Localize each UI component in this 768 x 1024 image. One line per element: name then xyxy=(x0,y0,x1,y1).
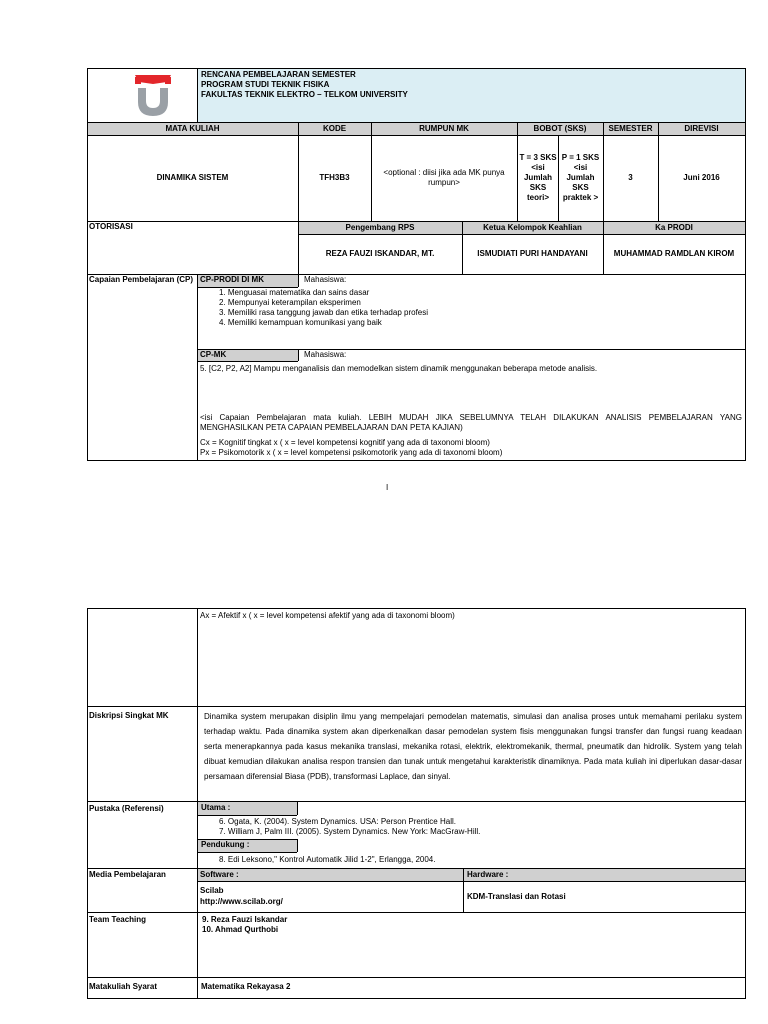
table-border xyxy=(371,122,372,221)
hardware-value: KDM-Translasi dan Rotasi xyxy=(467,892,566,901)
syarat-value: Matematika Rekayasa 2 xyxy=(201,982,291,991)
ketua-kk-name: ISMUDIATI PURI HANDAYANI xyxy=(477,249,588,258)
team-list xyxy=(202,915,722,935)
table-border xyxy=(87,135,745,136)
software-scilab: Scilab xyxy=(200,886,224,895)
table-border xyxy=(197,815,297,816)
table-border xyxy=(87,977,745,978)
table-border xyxy=(197,361,298,362)
deskripsi-label: Diskripsi Singkat MK xyxy=(89,711,169,720)
list-item: 6. Ogata, K. (2004). System Dynamics. USA: Person Prentice Hall. xyxy=(219,817,456,826)
table-border xyxy=(197,349,745,350)
cp-ax: Ax = Afektif x ( x = level kompetensi afektif yang ada di taxonomi bloom) xyxy=(200,611,455,620)
pendukung-label: Pendukung : xyxy=(201,840,250,849)
table-border xyxy=(298,349,299,361)
table-border xyxy=(87,706,745,707)
table-border xyxy=(603,122,604,274)
cp-mk-mahasiswa: Mahasiswa: xyxy=(304,350,347,359)
table-border xyxy=(297,801,298,815)
col-kode: KODE xyxy=(322,123,347,133)
cp-prodi-list xyxy=(219,288,739,328)
table-border xyxy=(297,839,298,852)
cp-label: Capaian Pembelajaran (CP) xyxy=(89,275,194,284)
table-border xyxy=(87,998,745,999)
software-url: http://www.scilab.org/ xyxy=(200,897,283,906)
pustaka-label: Pustaka (Referensi) xyxy=(89,804,164,813)
table-border xyxy=(87,221,745,222)
header-line-rps: RENCANA PEMBELAJARAN SEMESTER xyxy=(201,70,356,79)
list-item: 8. Edi Leksono," Kontrol Automatik Jilid 1-2", Erlangga, 2004. xyxy=(219,855,436,864)
header-title xyxy=(201,70,741,100)
course-semester: 3 xyxy=(628,173,633,182)
list-item: 3. Memiliki rasa tanggung jawab dan etika terhadap profesi xyxy=(219,308,429,317)
table-border xyxy=(462,221,463,274)
kaprodi-name: MUHAMMAD RAMDLAN KIROM xyxy=(613,249,735,258)
cp-px: Px = Psikomotorik x ( x = level kompetensi psikomotorik yang ada di taxonomi bloom) xyxy=(200,448,503,457)
course-rumpun: <optional : diisi jika ada MK punya rumpun> xyxy=(383,168,505,187)
cp-cx: Cx = Kognitif tingkat x ( x = level kompetensi kognitif yang ada di taxonomi bloom) xyxy=(200,438,490,447)
course-name: DINAMIKA SISTEM xyxy=(156,173,229,182)
table-border xyxy=(87,122,745,123)
cp-mk-label: CP-MK xyxy=(200,350,227,359)
table-border xyxy=(197,608,198,999)
list-item: 4. Memiliki kemampuan komunikasi yang baik xyxy=(219,318,382,327)
table-border xyxy=(517,122,518,221)
table-border xyxy=(197,68,198,122)
list-item: 7. William J, Palm III. (2005). System Dynamics. New York: MacGraw-Hill. xyxy=(219,827,481,836)
cp-note: <isi Capaian Pembelajaran mata kuliah. LEBIH MUDAH JIKA SEBELUMNYA TELAH DILAKUKAN ANALISIS PEMBELAJARAN YANG MENGHASILKAN PETA CAPAIAN PEMBELAJARAN DAN PETA KAJIAN) xyxy=(200,413,742,432)
table-border xyxy=(87,68,88,461)
col-semester: SEMESTER xyxy=(608,123,653,133)
ketua-kk-label: Ketua Kelompok Keahlian xyxy=(483,222,582,232)
bobot-teori: T = 3 SKS <isi Jumlah SKS teori> xyxy=(519,153,557,202)
pendukung-list xyxy=(219,855,739,865)
otorisasi-label: OTORISASI xyxy=(89,222,133,231)
col-rumpun: RUMPUN MK xyxy=(419,123,469,133)
table-border xyxy=(298,274,299,287)
list-item: 1. Menguasai matematika dan sains dasar xyxy=(219,288,370,297)
syarat-label: Matakuliah Syarat xyxy=(89,982,158,991)
table-border xyxy=(298,234,745,235)
cp-mk-item: 5. [C2, P2, A2] Mampu menganalisis dan memodelkan sistem dinamik menggunakan beberapa metode analisis. xyxy=(200,364,598,373)
cp-prodi-label: CP-PRODI DI MK xyxy=(200,275,264,284)
table-border xyxy=(87,68,745,69)
table-border xyxy=(463,868,464,912)
pengembang-name: REZA FAUZI ISKANDAR, MT. xyxy=(325,249,435,258)
table-border xyxy=(197,287,298,288)
list-item: 2. Mempunyai keterampilan eksperimen xyxy=(219,298,361,307)
table-border xyxy=(87,912,745,913)
table-border xyxy=(87,460,745,461)
table-border xyxy=(745,608,746,999)
table-border xyxy=(87,274,745,275)
hardware-label: Hardware : xyxy=(467,870,509,879)
table-border xyxy=(197,881,745,882)
utama-list xyxy=(219,817,739,837)
list-item: 9. Reza Fauzi Iskandar xyxy=(202,915,288,924)
utama-label: Utama : xyxy=(201,803,231,812)
course-revised: Juni 2016 xyxy=(683,173,720,182)
media-label: Media Pembelajaran xyxy=(89,870,166,879)
table-border xyxy=(558,135,559,221)
software-label: Software : xyxy=(200,870,239,879)
table-border xyxy=(87,868,745,869)
header-line-prodi: PROGRAM STUDI TEKNIK FISIKA xyxy=(201,80,330,89)
pengembang-label: Pengembang RPS xyxy=(345,222,415,232)
bobot-praktek: P = 1 SKS <isi Jumlah SKS praktek > xyxy=(561,153,600,202)
kaprodi-label: Ka PRODI xyxy=(655,222,693,232)
table-border xyxy=(87,608,745,609)
table-border xyxy=(87,608,88,999)
page-marker: I xyxy=(386,483,389,492)
table-border xyxy=(197,852,297,853)
col-mata-kuliah: MATA KULIAH xyxy=(165,123,220,133)
table-border xyxy=(745,68,746,461)
table-border xyxy=(197,839,297,840)
deskripsi-text: Dinamika system merupakan disiplin ilmu yang mempelajari pemodelan matematis, simulasi dan analisa proses untuk memahami perilaku system terhadap waktu. Pada dinamika system akan diperkenalkan dasar pemodelan system fisis menggunakan fungsi transfer dan fungsi ruang keadaan serta menerapkannya pada kasus mekanika translasi, mekanika rotasi, elektrik, elektromekanik, thermal, pneumatik dan hidrolik. System yang telah dibuat kemudian dilakukan analisa respon transien dan tunak untuk mengetahui karakteristik dinamiknya. Pada mata kuliah ini diperlukan dasar-dasar persamaan diferensial Biasa (PDB), transformasi Laplace, dan sinyal. xyxy=(204,712,742,781)
table-border xyxy=(197,274,198,461)
table-border xyxy=(298,122,299,274)
telkom-university-logo xyxy=(133,73,173,117)
course-code: TFH3B3 xyxy=(319,173,350,182)
list-item: 10. Ahmad Qurthobi xyxy=(202,925,279,934)
cp-prodi-mahasiswa: Mahasiswa: xyxy=(304,275,347,284)
header-line-fakultas: FAKULTAS TEKNIK ELEKTRO – TELKOM UNIVERSITY xyxy=(201,90,408,99)
col-direvisi: DIREVISI xyxy=(684,123,719,133)
col-bobot: BOBOT (SKS) xyxy=(533,123,587,133)
table-border xyxy=(87,801,745,802)
team-label: Team Teaching xyxy=(89,915,147,924)
table-border xyxy=(658,122,659,221)
